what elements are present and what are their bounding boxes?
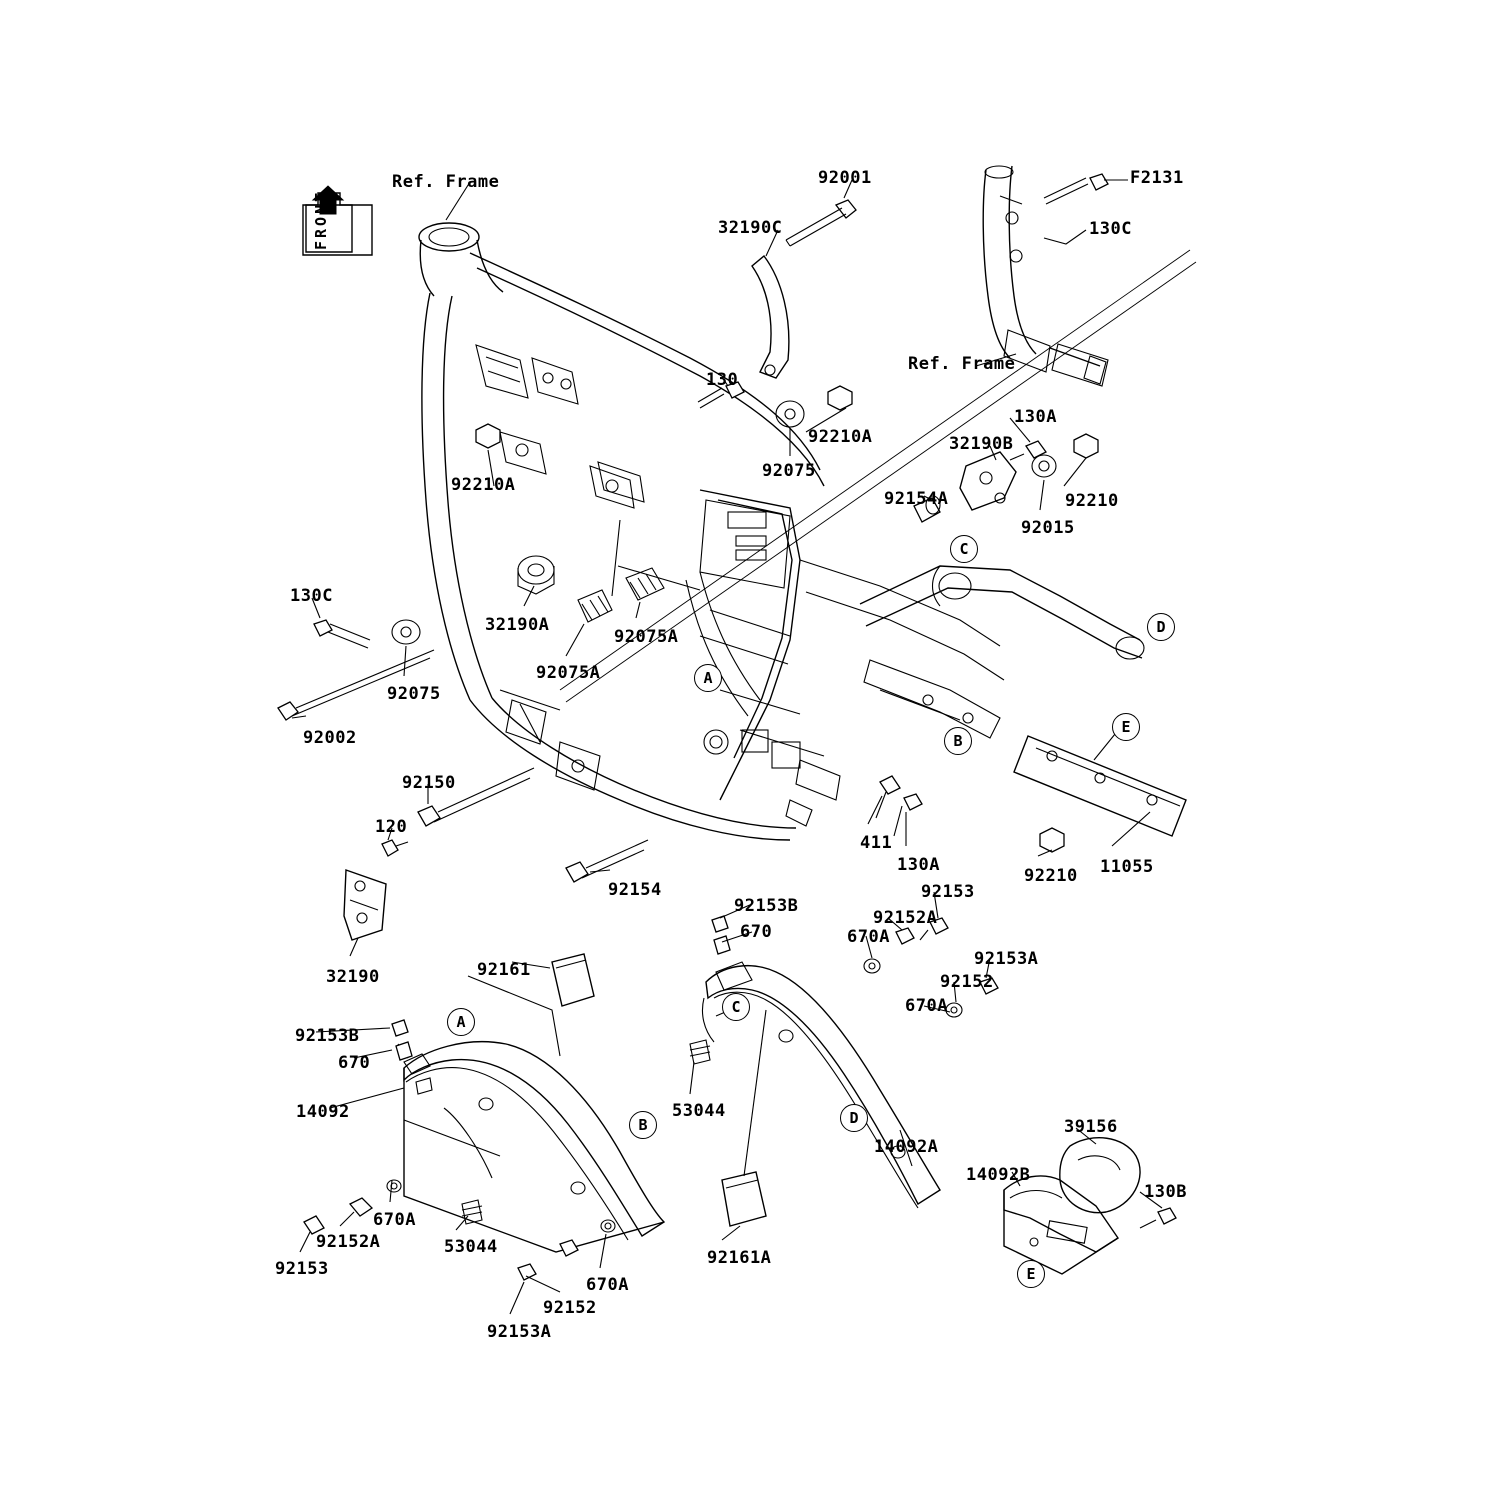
mudflap-92161a (722, 1010, 766, 1226)
part-label-92161A: 92161A (707, 1248, 772, 1268)
part-label-11055: 11055 (1100, 857, 1154, 877)
callout-e-9: E (1017, 1260, 1045, 1288)
bushing-92075a-lower (578, 590, 612, 622)
part-label-92152A-r: 92152A (873, 908, 938, 928)
part-label-670A-b2: 670A (586, 1275, 629, 1295)
part-label-53044-l: 53044 (444, 1237, 498, 1257)
part-label-92015: 92015 (1021, 518, 1075, 538)
front-fender-14092 (404, 1042, 664, 1252)
label-39156 (1060, 1138, 1140, 1213)
part-label-670A-r2: 670A (905, 996, 948, 1016)
callout-c-2: C (950, 535, 978, 563)
callout-e-4: E (1112, 713, 1140, 741)
part-label-130C-l: 130C (290, 586, 333, 606)
part-label-14092A: 14092A (874, 1137, 939, 1157)
nut-92210-upper (1074, 434, 1098, 458)
part-label-92153A-l: 92153A (487, 1322, 552, 1342)
part-label-92075: 92075 (762, 461, 816, 481)
damper-92075 (776, 401, 804, 427)
bracket-11055 (1014, 736, 1186, 836)
bushing-92075a-upper (626, 568, 664, 600)
part-label-92210A-l: 92210A (451, 475, 516, 495)
part-label-130C-top: 130C (1089, 219, 1132, 239)
part-label-411: 411 (860, 833, 893, 853)
part-label-130: 130 (706, 370, 739, 390)
part-label-130A-top: 130A (1014, 407, 1057, 427)
bracket-32190b (960, 452, 1016, 510)
callout-d-8: D (840, 1104, 868, 1132)
part-label-92153-r: 92153 (921, 882, 975, 902)
part-label-92152-l: 92152 (543, 1298, 597, 1318)
nut-92015 (1032, 455, 1056, 477)
part-label-92153-l: 92153 (275, 1259, 329, 1279)
collar-32190a (518, 556, 554, 594)
ref-frame-right-outline (560, 166, 1196, 702)
part-label-92153B-l: 92153B (295, 1026, 360, 1046)
part-label-32190B: 32190B (949, 434, 1014, 454)
part-label-92153B-u: 92153B (734, 896, 799, 916)
callout-c-7: C (722, 993, 750, 1021)
part-label-120: 120 (375, 817, 408, 837)
bolt-92154 (566, 840, 648, 882)
bolt-f2131 (1044, 174, 1108, 204)
ref-label-ref-frame-right: Ref. Frame (908, 354, 1016, 374)
nut-92210a-right (828, 386, 852, 410)
front-direction-label: FRONT (312, 189, 330, 250)
bolt-120 (382, 840, 408, 856)
part-label-92210: 92210 (1065, 491, 1119, 511)
bolt-130a-mid (894, 794, 922, 836)
part-label-14092: 14092 (296, 1102, 350, 1122)
part-label-670-l: 670 (338, 1053, 371, 1073)
part-label-670A-r1: 670A (847, 927, 890, 947)
part-label-92075A-2: 92075A (536, 663, 601, 683)
part-label-32190: 32190 (326, 967, 380, 987)
ref-label-ref-frame-top: Ref. Frame (392, 172, 500, 192)
part-label-14092B: 14092B (966, 1165, 1031, 1185)
part-label-32190C: 32190C (718, 218, 783, 238)
part-label-92154A: 92154A (884, 489, 949, 509)
part-label-92001: 92001 (818, 168, 872, 188)
part-label-92152A-l: 92152A (316, 1232, 381, 1252)
bracket-32190c (752, 256, 789, 378)
bracket-32190 (344, 870, 386, 940)
grommet-53044-center (690, 1040, 710, 1064)
part-label-92075-l: 92075 (387, 684, 441, 704)
part-label-39156: 39156 (1064, 1117, 1118, 1137)
bolt-130b (1140, 1208, 1176, 1228)
washer-92075-left (392, 620, 420, 644)
part-label-F2131: F2131 (1130, 168, 1184, 188)
cover-14092b (1004, 1176, 1118, 1274)
part-label-130A-mid: 130A (897, 855, 940, 875)
nut-92210-lower (1040, 828, 1064, 852)
part-label-53044-c: 53044 (672, 1101, 726, 1121)
part-label-92154: 92154 (608, 880, 662, 900)
part-label-92002: 92002 (303, 728, 357, 748)
callout-a-5: A (447, 1008, 475, 1036)
part-label-92153A-r: 92153A (974, 949, 1039, 969)
nut-92210a-left (476, 424, 500, 448)
part-label-92075A-1: 92075A (614, 627, 679, 647)
bolt-92001 (786, 200, 856, 246)
bolt-130a-upper (1010, 441, 1046, 460)
part-label-32190A: 32190A (485, 615, 550, 635)
part-label-92150: 92150 (402, 773, 456, 793)
part-label-92210-r: 92210 (1024, 866, 1078, 886)
callout-b-1: B (944, 727, 972, 755)
part-label-670-u: 670 (740, 922, 773, 942)
part-label-130B: 130B (1144, 1182, 1187, 1202)
callout-b-6: B (629, 1111, 657, 1139)
bolt-411 (876, 776, 900, 818)
part-label-92210A-r: 92210A (808, 427, 873, 447)
part-label-92161: 92161 (477, 960, 531, 980)
part-label-92152-r: 92152 (940, 972, 994, 992)
part-label-670A-b1: 670A (373, 1210, 416, 1230)
callout-a-0: A (694, 664, 722, 692)
callout-d-3: D (1147, 613, 1175, 641)
bolt-130c-left (314, 620, 370, 648)
